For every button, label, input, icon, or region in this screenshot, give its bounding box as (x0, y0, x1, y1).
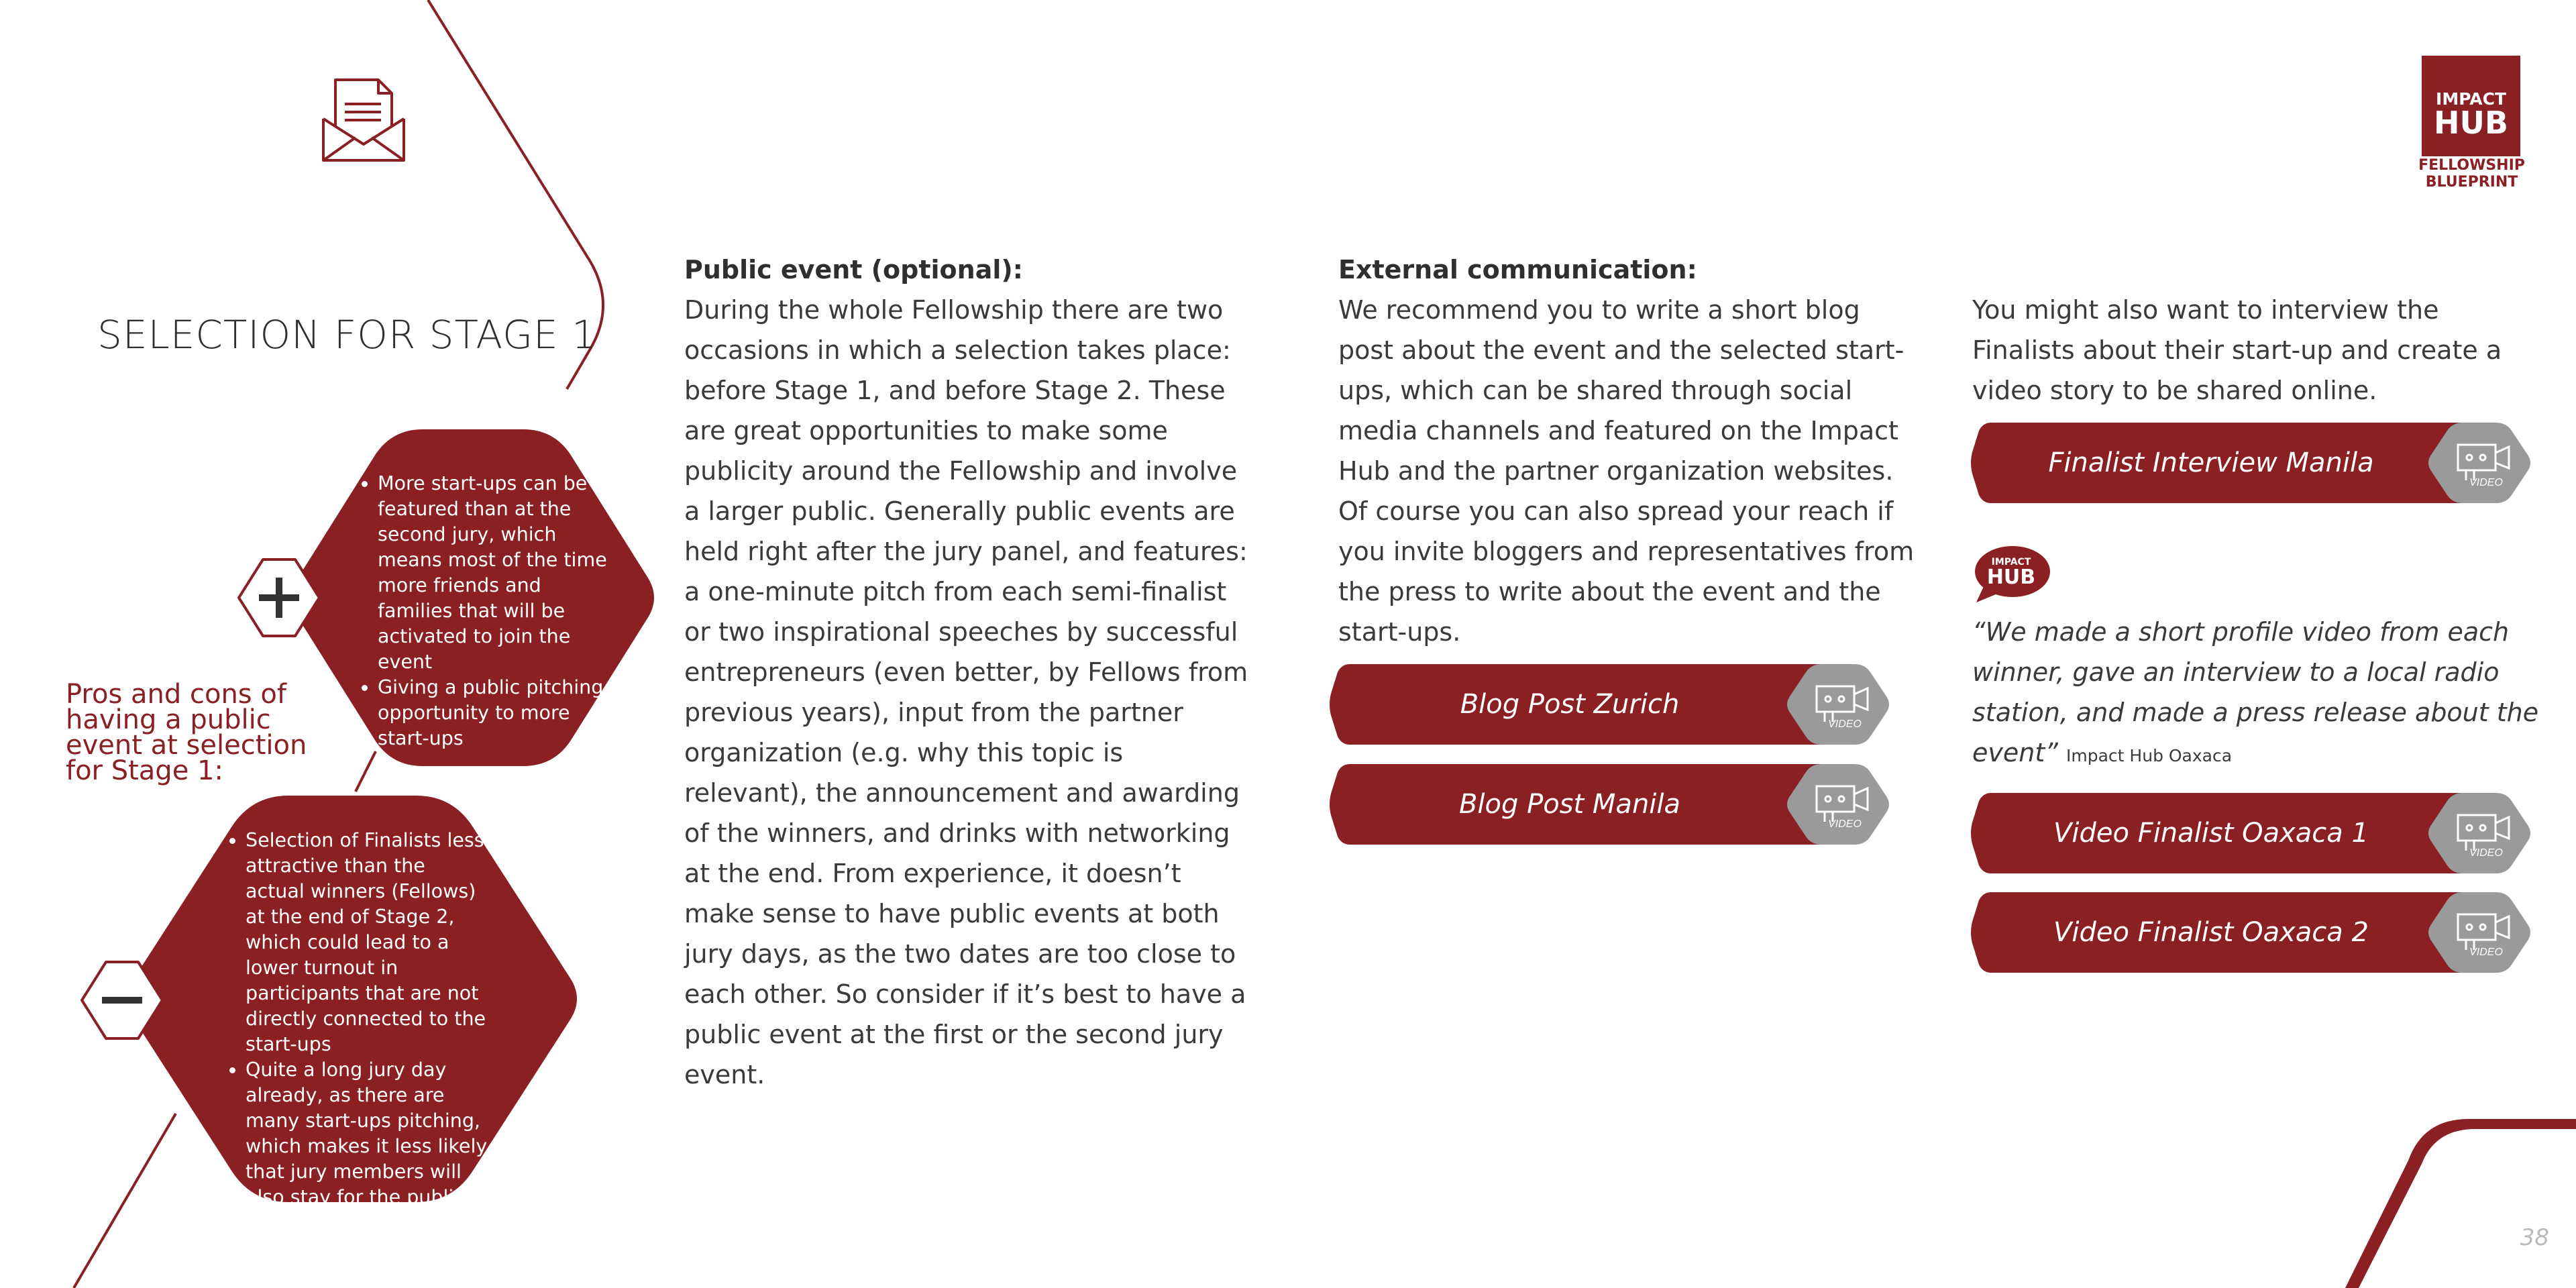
blog-post-manila-button[interactable] (1328, 763, 1892, 846)
cons-item: • Selection of Finalists less attractive than the actual winners (Fellows) at the end of Stage 2, which could lead to a lower turnout in participants that are not directly connected to the start-ups (246, 828, 488, 1057)
blog-post-zurich-button[interactable] (1328, 663, 1892, 746)
logo-subtitle (2416, 157, 2527, 191)
logo-line2: HUB (2434, 105, 2508, 141)
video-finalist-oaxaca-2-label: Video Finalist Oaxaca 2 (2053, 917, 2369, 948)
public-event-section (684, 250, 1254, 1095)
external-communication-body: We recommend you to write a short blog post about the event and the selected start-ups, which can be shared through social media channels and featured on the Impact Hub and the partner organization websites. Of course you can also spread your reach if you invite bloggers and representatives from the press to write about the event and the start-ups. (1338, 295, 1915, 647)
minus-icon (79, 959, 165, 1041)
pros-list (352, 471, 610, 751)
svg-text:VIDEO: VIDEO (2469, 477, 2503, 488)
page-title: SELECTION FOR STAGE 1 (97, 312, 598, 358)
logo-line1: IMPACT (2436, 89, 2506, 109)
svg-text:VIDEO: VIDEO (1828, 718, 1862, 730)
svg-text:VIDEO: VIDEO (2469, 847, 2503, 859)
page-number: 38 (2520, 1224, 2549, 1251)
blog-post-zurich-label: Blog Post Zurich (1460, 689, 1680, 720)
external-communication-section (1338, 250, 1915, 652)
finalist-interview-manila-label: Finalist Interview Manila (2048, 447, 2374, 478)
pros-item: • More start-ups can be featured than at the second jury, which means most of the time more friends and families that will be activated to join the event (378, 471, 610, 675)
impact-hub-badge (1972, 543, 2050, 604)
badge-line1: IMPACT (1991, 557, 2031, 568)
logo-sub2: BLUEPRINT (2425, 174, 2518, 191)
case-quote (1972, 612, 2549, 776)
logo-sub1: FELLOWSHIP (2418, 157, 2525, 174)
impact-hub-logo (2422, 56, 2520, 156)
video-finalist-oaxaca-1-button[interactable] (1970, 792, 2533, 875)
public-event-heading: Public event (optional): (684, 255, 1023, 284)
video-finalist-oaxaca-1-label: Video Finalist Oaxaca 1 (2053, 818, 2369, 849)
finalist-interview-manila-button[interactable] (1970, 421, 2533, 504)
pros-item: • Giving a public pitching opportunity to more start-ups (378, 675, 610, 751)
public-event-body: During the whole Fellowship there are two occasions in which a selection takes place: before Stage 1, and before Stage 2. These are great opportunities to make some publicity around the Fellowship and involve a larger public. Generally public events are held right after the jury panel, and features: a one-minute pitch from each semi-finalist or two inspirational speeches by successful entrepreneurs (even better, by Fellows from previous years), input from the partner organization (e.g. why this topic is relevant), the announcement and awarding of the winners, and drinks with networking at the end. From experience, it doesn’t make sense to have public events at both jury days, as the two dates are too close to each other. So consider if it’s best to have a public event at the first or the second jury event. (684, 295, 1248, 1089)
svg-text:VIDEO: VIDEO (1828, 818, 1862, 830)
quote-source: Impact Hub Oaxaca (2066, 746, 2233, 765)
envelope-letter-icon (321, 77, 407, 163)
blog-post-manila-label: Blog Post Manila (1458, 789, 1681, 820)
cons-item: • Quite a long jury day already, as there are many start-ups pitching, which makes it less likely that jury members will also stay for the public event (246, 1057, 488, 1236)
interview-intro: You might also want to interview the Finalists about their start-up and create a video story to be shared online. (1972, 295, 2502, 405)
cons-list (220, 828, 488, 1236)
plus-icon (236, 557, 322, 639)
quote-text: “We made a short profile video from each winner, gave an interview to a local radio station, and made a press release about the event” (1972, 617, 2539, 767)
badge-line2: HUB (1986, 566, 2036, 589)
svg-text:VIDEO: VIDEO (2469, 947, 2503, 958)
video-finalist-oaxaca-2-button[interactable] (1970, 891, 2533, 974)
external-communication-heading: External communication: (1338, 255, 1697, 284)
pros-cons-label: Pros and cons of having a public event at selection for Stage 1: (66, 679, 307, 786)
